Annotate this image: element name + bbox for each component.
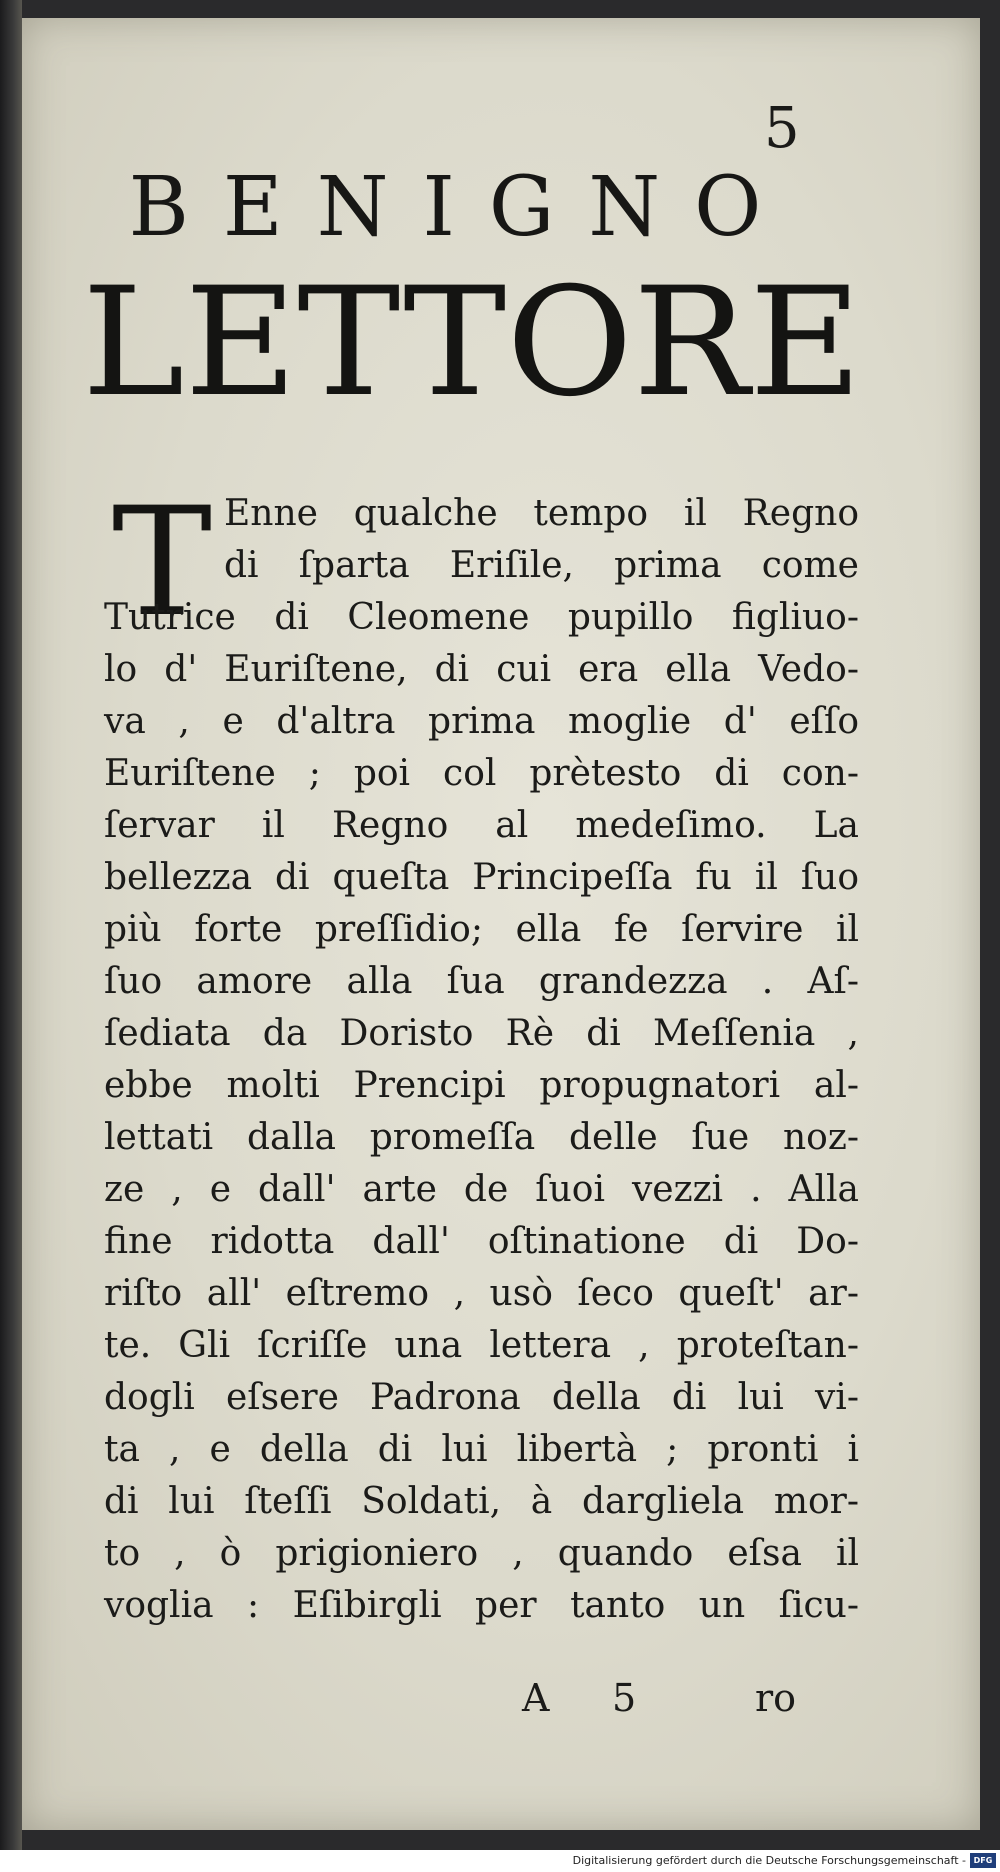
page-number: 5 — [764, 96, 800, 161]
text-line: Euriſtene ; poi col prètesto di con- — [104, 753, 859, 794]
book-page — [22, 18, 980, 1830]
heading-benigno: BENIGNO — [128, 160, 796, 255]
digitization-footer — [0, 1850, 1000, 1872]
text-line: Tutrice di Cleomene pupillo figliuo- — [104, 597, 859, 638]
text-line: to , ò prigioniero , quando eſsa il — [104, 1533, 859, 1574]
drop-cap: T — [112, 476, 213, 650]
signature-number: 5 — [612, 1676, 637, 1720]
text-line: ta , e della di lui libertà ; pronti i — [104, 1429, 859, 1470]
text-line: fine ridotta dall' oſtinatione di Do- — [104, 1221, 859, 1262]
text-line: più forte preſſidio; ella fe ſervire il — [104, 909, 859, 950]
text-line: voglia : Eſibirgli per tanto un ſicu- — [104, 1585, 859, 1626]
text-line: di ſparta Eriſile, prima come — [224, 545, 859, 586]
text-line: di lui ſteſſi Soldati, à dargliela mor- — [104, 1481, 859, 1522]
dfg-logo-icon: DFG — [970, 1853, 996, 1868]
text-line: va , e d'altra prima moglie d' eſſo — [104, 701, 859, 742]
signature-mark: A — [522, 1676, 550, 1720]
catchword: ro — [755, 1676, 797, 1720]
text-line: ſervar il Regno al medeſimo. La — [104, 805, 859, 846]
dfg-credit-text: Digitalisierung gefördert durch die Deutsche Forschungsgemeinschaft - — [572, 1854, 966, 1867]
text-line: ſuo amore alla ſua grandezza . Aſ- — [104, 961, 859, 1002]
scan-border — [0, 0, 22, 1850]
text-line: ebbe molti Prencipi propugnatori al- — [104, 1065, 859, 1106]
text-line: riſto all' eſtremo , usò ſeco queſt' ar- — [104, 1273, 859, 1314]
text-line: lettati dalla promeſſa delle ſue noz- — [104, 1117, 859, 1158]
body-text — [104, 476, 859, 1632]
text-line: dogli eſsere Padrona della di lui vi- — [104, 1377, 859, 1418]
text-line: bellezza di queſta Principeſſa fu il ſuo — [104, 857, 859, 898]
text-line: te. Gli ſcriſſe una lettera , proteſtan- — [104, 1325, 859, 1366]
text-line: ze , e dall' arte de ſuoi vezzi . Alla — [104, 1169, 859, 1210]
heading-lettore: LETTORE — [81, 256, 863, 430]
text-line: lo d' Euriſtene, di cui era ella Vedo- — [104, 649, 859, 690]
text-line: Enne qualche tempo il Regno — [224, 493, 859, 534]
text-line: ſediata da Doristo Rè di Meſſenia , — [104, 1013, 859, 1054]
